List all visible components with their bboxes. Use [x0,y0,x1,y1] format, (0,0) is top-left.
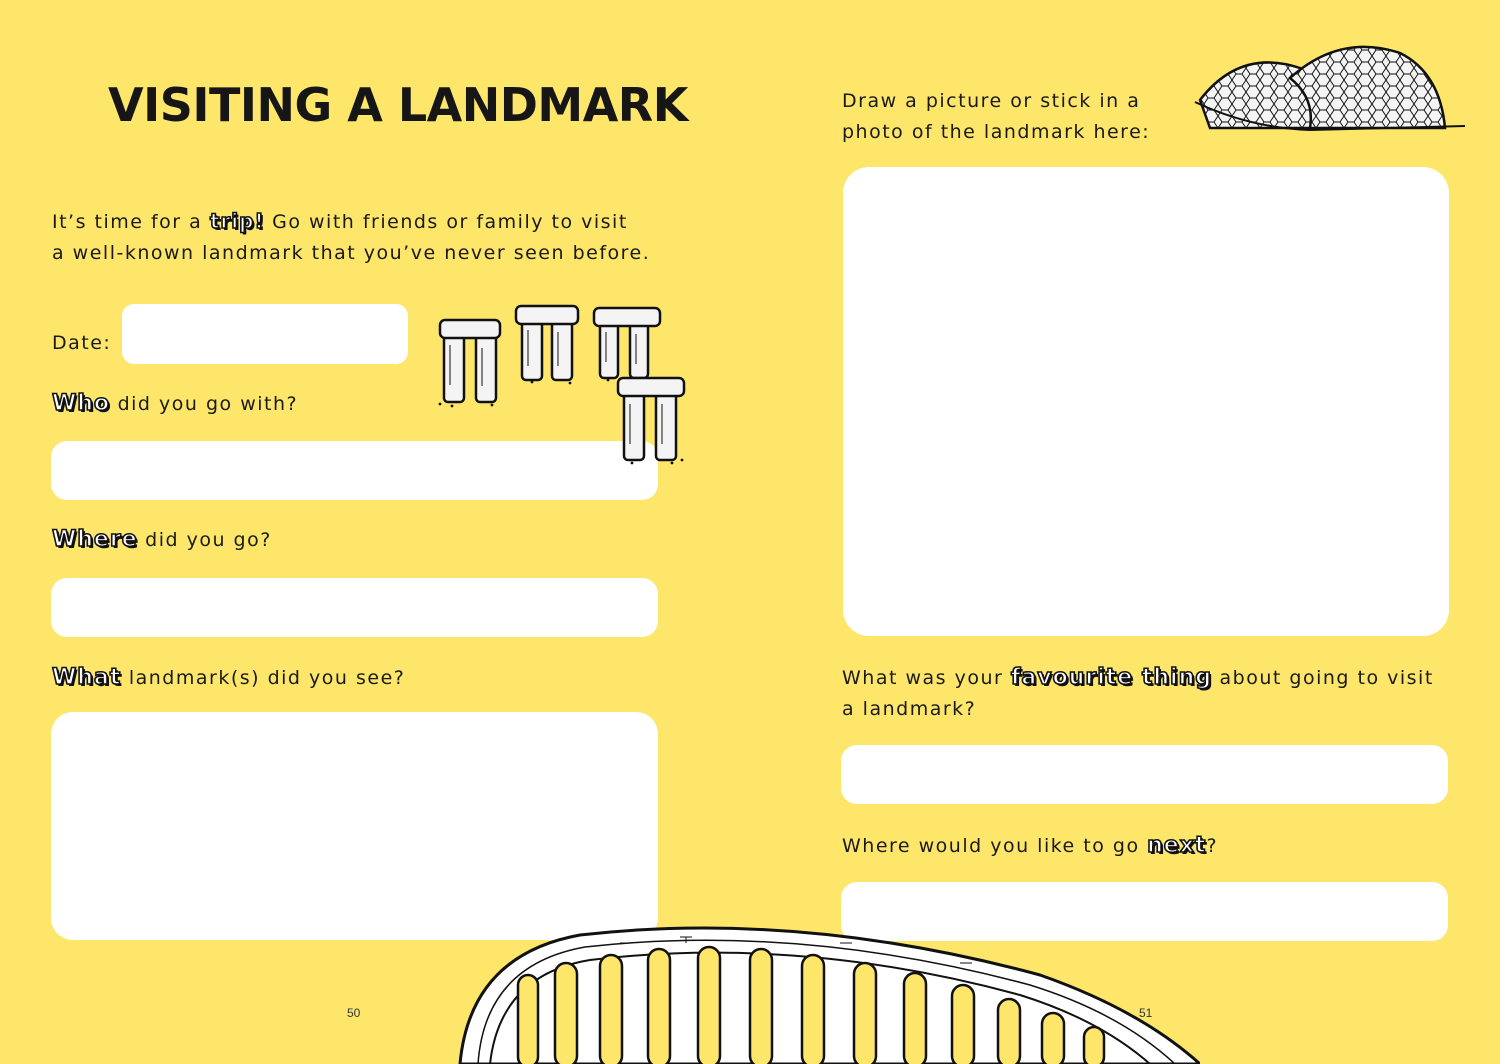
favourite-answer-field[interactable] [841,745,1448,804]
question-who-rest: did you go with? [110,393,299,415]
question-next-part2: ? [1206,835,1219,857]
draw-prompt-line1: Draw a picture or stick in a [842,90,1141,112]
date-field[interactable] [122,304,408,364]
page-title: VISITING A LANDMARK [108,78,688,132]
question-what-rest: landmark(s) did you see? [121,667,406,689]
page-number-right: 51 [1139,1006,1153,1020]
intro-part1: It’s time for a [52,211,210,233]
question-who [52,388,298,420]
question-favourite-part1: What was your [842,667,1011,689]
question-where-emphasis: Where [52,527,138,552]
intro-part2: Go with friends or family to visit [264,211,628,233]
question-what [52,662,405,694]
date-label: Date: [52,332,112,354]
question-where [52,524,272,556]
question-favourite-part2: about going to visit [1212,667,1434,689]
question-next [842,830,1218,862]
drawing-area[interactable] [843,167,1449,636]
draw-prompt [842,86,1150,148]
where-answer-field[interactable] [51,578,658,637]
question-next-emphasis: next [1147,833,1207,858]
intro-emphasis: trip! [209,209,265,233]
stonehenge-icon [432,300,692,470]
question-what-emphasis: What [52,665,122,690]
draw-prompt-line2: photo of the landmark here: [842,121,1151,143]
question-next-part1: Where would you like to go [842,835,1148,857]
what-answer-field[interactable] [51,712,658,940]
question-favourite-line2: a landmark? [842,698,977,720]
question-favourite-emphasis: favourite thing [1010,665,1212,690]
question-who-emphasis: Who [52,391,111,416]
question-where-rest: did you go? [137,529,272,551]
colosseum-icon [440,915,1200,1064]
question-favourite [842,662,1434,725]
page-number-left: 50 [347,1006,361,1020]
eden-project-domes-icon [1190,38,1470,138]
intro-line2: a well-known landmark that you’ve never seen before. [52,242,651,264]
intro-text [52,206,650,269]
